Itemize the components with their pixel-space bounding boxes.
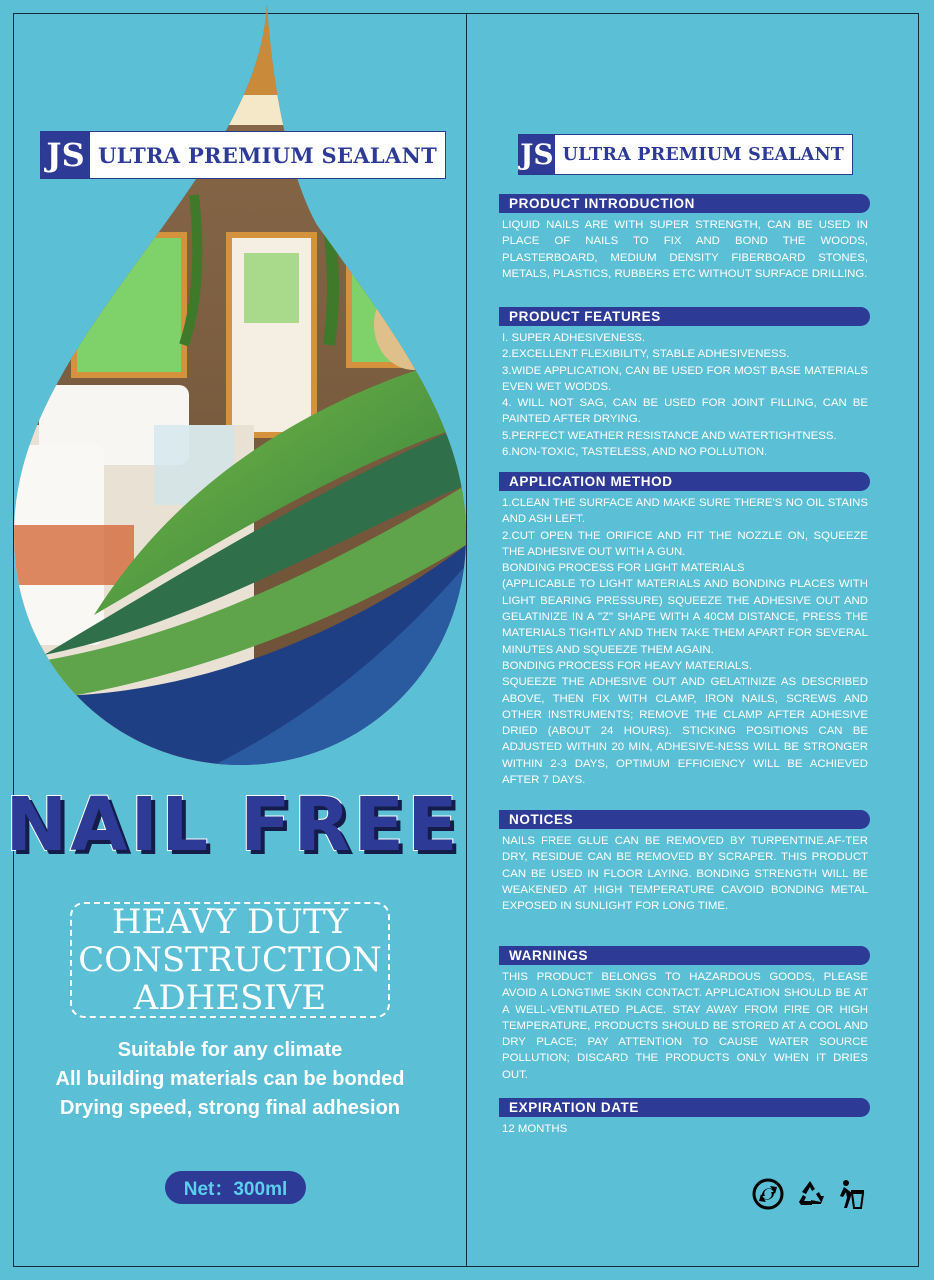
- info-section: [499, 946, 870, 1083]
- section-line: (APPLICABLE TO LIGHT MATERIALS AND BONDING PLACES WITH LIGHT BEARING PRESSURE) SQUEEZE THE ADHESIVE OUT AND GELATINIZE IN A "Z" SHAPE WITH A 40CM DISTANCE, PRESS THE MATERIALS TIGHTLY AND THEN TAKE THEM APART FOR SEVERAL MINUTES AND SQUEEZE THEM AGAIN.: [502, 578, 868, 656]
- disposal-icons: [752, 1178, 868, 1210]
- section-line: 2.EXCELLENT FLEXIBILITY, STABLE ADHESIVENESS.: [502, 348, 790, 361]
- section-line: BONDING PROCESS FOR LIGHT MATERIALS: [502, 562, 745, 575]
- brand-initials: JS: [519, 135, 555, 174]
- section-line: NAILS FREE GLUE CAN BE REMOVED BY TURPENTINE.AF-TER DRY, RESIDUE CAN BE REMOVED BY SCRAPER. THIS PRODUCT CAN BE USED IN FLOOR LAYING. BONDING STRENGTH WILL BE WEAKENED AT HIGH TEMPERATURE CAVOID BONDING METAL EXPOSED IN SUNLIGHT FOR LONG TIME.: [502, 835, 868, 913]
- section-line: 4. WILL NOT SAG, CAN BE USED FOR JOINT FILLING, CAN BE PAINTED AFTER DRYING.: [502, 397, 868, 426]
- section-body: [499, 213, 870, 282]
- section-line: 6.NON-TOXIC, TASTELESS, AND NO POLLUTION.: [502, 446, 768, 459]
- section-title: EXPIRATION DATE: [499, 1098, 870, 1117]
- section-line: 3.WIDE APPLICATION, CAN BE USED FOR MOST BASE MATERIALS EVEN WET WODDS.: [502, 364, 868, 393]
- section-line: LIQUID NAILS ARE WITH SUPER STRENGTH, CAN BE USED IN PLACE OF NAILS TO FIX AND BOND THE WOODS, PLASTERBOARD, MEDIUM DENSITY FIBERBOARD STONES, METALS, PLASTICS, RUBBERS ETC WITHOUT SURFACE DRILLING.: [502, 219, 868, 280]
- info-section: [499, 1098, 870, 1137]
- brand-name: ULTRA PREMIUM SEALANT: [98, 142, 437, 168]
- benefit-item: Suitable for any climate: [117, 1039, 343, 1061]
- section-title: NOTICES: [499, 810, 870, 829]
- section-body: [499, 491, 870, 788]
- section-line: 1.CLEAN THE SURFACE AND MAKE SURE THERE'S NO OIL STAINS AND ASH LEFT.: [502, 497, 868, 526]
- info-section: [499, 307, 870, 460]
- info-section: [499, 194, 870, 282]
- section-line: BONDING PROCESS FOR HEAVY MATERIALS.: [502, 659, 753, 672]
- brand-logo-back: [518, 134, 853, 175]
- section-line: 5.PERFECT WEATHER RESISTANCE AND WATERTIGHTNESS.: [502, 429, 837, 442]
- recycle-arrow-icon: [752, 1178, 784, 1210]
- brand-initials: JS: [41, 132, 90, 178]
- section-title: WARNINGS: [499, 946, 870, 965]
- brand-name: ULTRA PREMIUM SEALANT: [562, 144, 844, 165]
- recycle-triangle-icon: [794, 1178, 826, 1210]
- section-line: 2.CUT OPEN THE ORIFICE AND FIT THE NOZZLE ON, SQUEEZE THE ADHESIVE OUT WITH A GUN.: [502, 529, 868, 558]
- product-headline: NAIL FREE: [5, 782, 461, 868]
- product-subtitle-box: [70, 902, 390, 1018]
- section-body: [499, 326, 870, 460]
- section-body: [499, 1117, 870, 1137]
- benefit-item: Drying speed, strong final adhesion: [59, 1097, 401, 1119]
- section-line: THIS PRODUCT BELONGS TO HAZARDOUS GOODS, PLEASE AVOID A LONGTIME SKIN CONTACT. APPLICATION SHOULD BE AT A WELL-VENTILATED PLACE. STAY AWAY FROM FIRE OR HIGH TEMPERATURE, PRODUCTS SHOULD BE STORED AT A COOL AND DRY PLACE; PAY ATTENTION TO CAUSE WATER SOURCE POLLUTION; DISCARD THE PRODUCTS ONLY WHEN IT DRIES OUT.: [502, 971, 868, 1081]
- section-body: [499, 965, 870, 1083]
- benefit-item: All building materials can be bonded: [55, 1068, 405, 1090]
- brand-logo-front: [40, 131, 446, 179]
- net-volume-badge: Net：300ml: [165, 1171, 306, 1204]
- section-line: SQUEEZE THE ADHESIVE OUT AND GELATINIZE AS DESCRIBED ABOVE, THEN FIX WITH CLAMP, IRON NAILS, SCREWS AND OTHER INSTRUMENTS; REMOVE THE CLAMP AFTER ADHESIVE DRIED (ABOUT 24 HOURS). STICKING POSITIONS CAN BE ADJUSTED WITHIN 20 MIN, ADHESIVE-NESS WILL BE STRONGER WITHIN 2-3 DAYS, OPTIMUM EFFICIENCY WILL BE ACHIEVED AFTER 7 DAYS.: [502, 676, 868, 787]
- section-line: 12 MONTHS: [502, 1123, 568, 1135]
- section-line: I. SUPER ADHESIVENESS.: [502, 332, 646, 344]
- section-title: PRODUCT INTRODUCTION: [499, 194, 870, 213]
- section-body: [499, 829, 870, 914]
- subtitle-line: ADHESIVE: [133, 978, 327, 1018]
- subtitle-line: HEAVY DUTY: [111, 902, 349, 942]
- drop-graphic: [14, 5, 466, 765]
- info-section: [499, 810, 870, 914]
- panel-divider: [466, 13, 467, 1267]
- benefit-list: [0, 1036, 460, 1123]
- tidyman-bin-icon: [836, 1178, 868, 1210]
- subtitle-line: CONSTRUCTION: [78, 940, 382, 980]
- info-section: [499, 472, 870, 788]
- section-title: PRODUCT FEATURES: [499, 307, 870, 326]
- section-title: APPLICATION METHOD: [499, 472, 870, 491]
- drop-illustration: [14, 5, 466, 765]
